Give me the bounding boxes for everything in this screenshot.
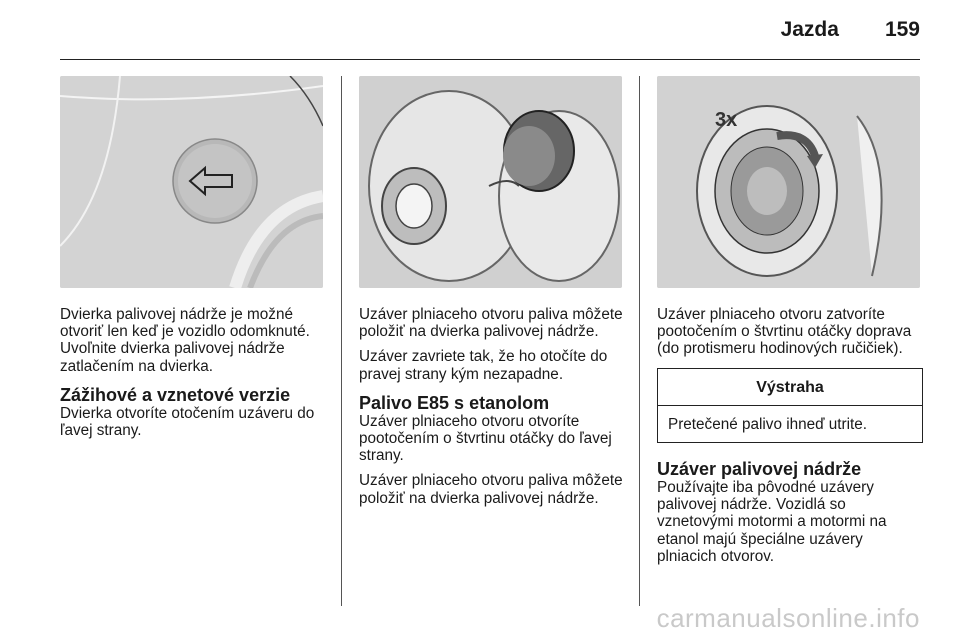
page-number: 159	[884, 18, 920, 41]
column-1	[60, 306, 325, 447]
warning-title: Výstraha	[658, 369, 922, 406]
fuel-cap-rotate-icon	[657, 76, 920, 288]
paragraph: Dvierka otvoríte otočením uzáveru do ľavej strany.	[60, 404, 315, 440]
paragraph: Uzáver plniaceho otvoru otvoríte pootočením o štvrtinu otáčky do ľavej strany.	[359, 412, 612, 465]
section-heading: Palivo E85 s etanolom	[359, 392, 550, 413]
header-rule	[60, 59, 920, 60]
column-divider	[639, 76, 640, 606]
paragraph: Uzáver zavriete tak, že ho otočíte do pravej strany kým nezapadne.	[359, 348, 608, 383]
paragraph: Uzáver plniaceho otvoru paliva môžete položiť na dvierka palivovej nádrže.	[359, 472, 623, 507]
watermark: carmanualsonline.info	[656, 603, 920, 633]
column-3	[657, 306, 923, 573]
paragraph: Uzáver plniaceho otvoru zatvoríte pootočením o štvrtinu otáčky doprava (do protismeru hodinových ručičiek).	[657, 306, 912, 358]
section-title: Jazda	[780, 18, 839, 41]
column-2	[359, 306, 627, 515]
fuel-cap-open-icon	[359, 76, 622, 288]
section-heading: Zážihové a vznetové verzie	[60, 384, 291, 405]
warning-text: Pretečené palivo ihneď utrite.	[668, 415, 868, 433]
fuel-door-arrow-icon	[60, 76, 323, 288]
warning-box	[657, 368, 923, 443]
section-heading: Uzáver palivovej nádrže	[657, 459, 862, 480]
page-header	[781, 18, 920, 48]
column-divider	[341, 76, 342, 606]
paragraph: Uzáver plniaceho otvoru paliva môžete položiť na dvierka palivovej nádrže.	[359, 306, 623, 341]
paragraph: Dvierka palivovej nádrže je možné otvoriť len keď je vozidlo odomknuté. Uvoľnite dvierka palivovej nádrže zatlačením na dvierka.	[60, 306, 310, 375]
paragraph: Používajte iba pôvodné uzávery palivovej nádrže. Vozidlá so vznetovými motormi a motormi na etanol majú špeciálne uzávery plniacich otvorov.	[657, 479, 887, 565]
rotation-count-label: 3x	[715, 109, 738, 131]
